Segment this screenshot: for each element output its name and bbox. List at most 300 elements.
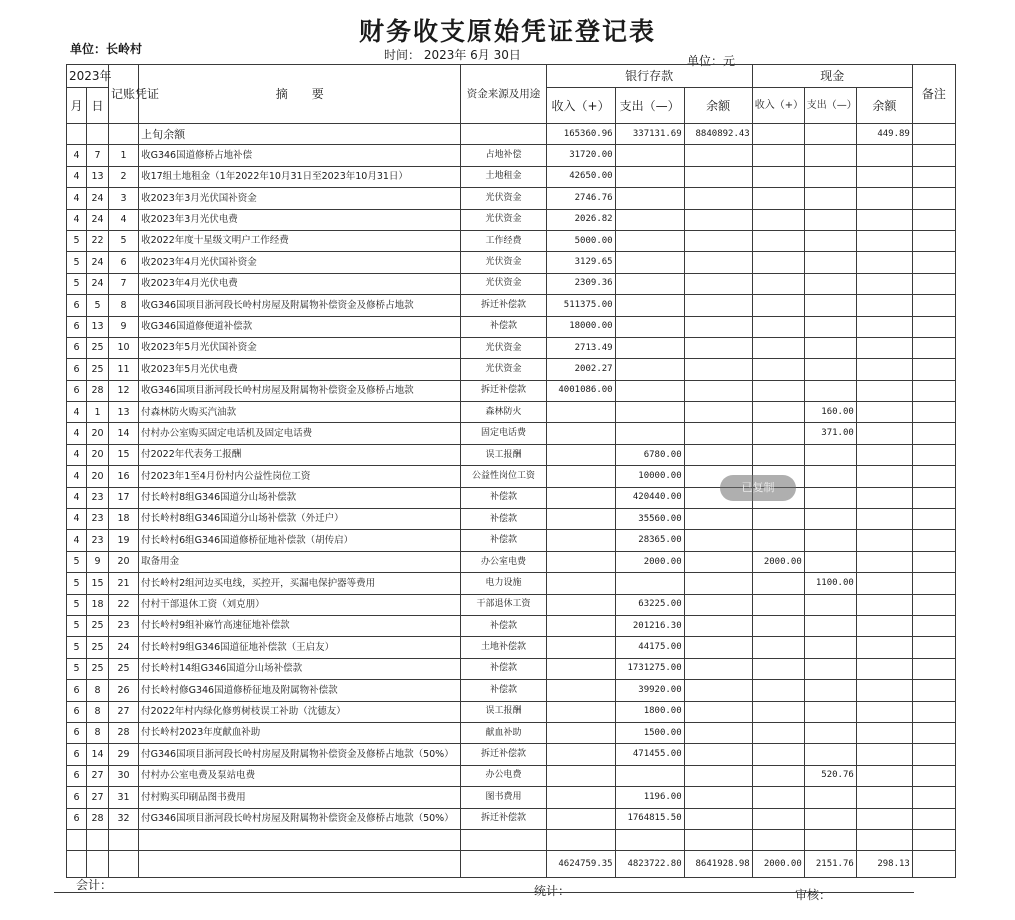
cell-summary: 收2023年4月光伏国补资金 [139,252,461,273]
cell-day: 28 [87,380,109,401]
cell-bank-income: 511375.00 [546,295,615,316]
cell-month: 6 [67,722,87,743]
cell-bank-expense: 10000.00 [615,466,684,487]
cell-fund-source: 公益性岗位工资 [461,466,546,487]
cell-month: 6 [67,744,87,765]
table-row [67,787,956,808]
cell-day: 25 [87,359,109,380]
cell-cash-balance [856,359,912,380]
cell-cash-balance [856,787,912,808]
cell-voucher-no: 1 [109,145,139,166]
cell-fund-source: 电力设施 [461,573,546,594]
cell-bank-income [546,765,615,786]
cell-month: 4 [67,209,87,230]
cell-voucher-no: 27 [109,701,139,722]
cell-bank-expense [615,209,684,230]
cell-day: 15 [87,573,109,594]
total-bank-income: 4624759.35 [546,851,615,878]
cell-fund-source: 补偿款 [461,530,546,551]
opening-bank-income: 165360.96 [546,124,615,145]
cell-bank-income [546,615,615,636]
cell-cash-expense [804,380,856,401]
cell-month: 4 [67,423,87,444]
cell-cash-income [752,295,804,316]
cell-fund-source: 拆迁补偿款 [461,808,546,829]
cell-day: 8 [87,701,109,722]
cell-cash-balance [856,594,912,615]
cell-bank-income [546,637,615,658]
cell-cash-income [752,380,804,401]
cell-cash-balance [856,487,912,508]
cell-cash-balance [856,252,912,273]
cell-fund-source: 光伏资金 [461,209,546,230]
cell-voucher-no: 8 [109,295,139,316]
cell-voucher-no: 17 [109,487,139,508]
table-row [67,380,956,401]
cell-month: 6 [67,337,87,358]
cell-cash-income [752,787,804,808]
cell-day: 24 [87,252,109,273]
cell-cash-balance [856,444,912,465]
cell-cash-income [752,337,804,358]
cell-remarks [912,402,955,423]
cell-summary: 付村办公室购买固定电话机及固定电话费 [139,423,461,444]
cell-summary: 收2022年度十星级文明户工作经费 [139,230,461,251]
cell-cash-income [752,722,804,743]
cell-summary: 付长岭村9组G346国道征地补偿款（王启友） [139,637,461,658]
cell-day: 23 [87,509,109,530]
cell-bank-expense: 201216.30 [615,615,684,636]
cell-remarks [912,337,955,358]
cell-day: 24 [87,209,109,230]
cell-fund-source: 献血补助 [461,722,546,743]
cell-empty [461,851,546,878]
cell-bank-income [546,594,615,615]
cell-month: 5 [67,273,87,294]
header-summary: 摘 要 [139,65,461,124]
cell-cash-expense [804,487,856,508]
table-row [67,808,956,829]
cell-bank-balance [684,680,752,701]
cell-voucher-no: 23 [109,615,139,636]
header-month: 月 [67,88,87,124]
cell-cash-balance [856,209,912,230]
cell-summary: 付村办公室电费及泵站电费 [139,765,461,786]
cell-cash-balance [856,423,912,444]
cell-summary: 付长岭村6组G346国道修桥征地补偿款（胡传启） [139,530,461,551]
cell-bank-balance [684,808,752,829]
cell-day: 24 [87,273,109,294]
header-voucher: 记账凭证 [109,65,139,124]
cell-cash-income [752,230,804,251]
cell-day: 27 [87,787,109,808]
cell-remarks [912,487,955,508]
cell-month: 6 [67,295,87,316]
cell-month: 5 [67,637,87,658]
cell-cash-income [752,808,804,829]
cell-summary: 收17组土地租金（1年2022年10月31日至2023年10月31日） [139,166,461,187]
cell-fund-source: 光伏资金 [461,337,546,358]
cell-bank-income [546,573,615,594]
cell-bank-expense [615,316,684,337]
cell-bank-expense: 28365.00 [615,530,684,551]
cell-remarks [912,423,955,444]
cell-remarks [912,188,955,209]
cell-day: 9 [87,551,109,572]
cell-bank-expense [615,145,684,166]
cell-bank-balance [684,744,752,765]
cell-day: 24 [87,188,109,209]
cell-empty [804,829,856,850]
cell-month: 6 [67,380,87,401]
cell-voucher-no: 18 [109,509,139,530]
cell-month: 6 [67,808,87,829]
cell-cash-balance [856,765,912,786]
cell-remarks [912,316,955,337]
cell-cash-balance [856,337,912,358]
cell-bank-income [546,744,615,765]
cell-month: 4 [67,145,87,166]
cell-remarks [912,380,955,401]
cell-cash-income [752,680,804,701]
cell-voucher-no: 31 [109,787,139,808]
cell-bank-income: 42650.00 [546,166,615,187]
cell-bank-expense [615,573,684,594]
cell-remarks [912,166,955,187]
cell-summary: 收2023年5月光伏电费 [139,359,461,380]
cell-summary: 付长岭村9组补麻竹高速征地补偿款 [139,615,461,636]
cell-cash-balance [856,273,912,294]
cell-empty [67,829,87,850]
table-row [67,295,956,316]
village-unit-label: 单位：长岭村 [70,42,143,56]
cell-bank-balance [684,337,752,358]
cell-day: 14 [87,744,109,765]
table-row [67,209,956,230]
cell-bank-balance [684,295,752,316]
cell-cash-income [752,252,804,273]
header-cash-expense: 支出（—） [804,88,856,124]
cell-bank-income: 2746.76 [546,188,615,209]
cell-bank-expense: 63225.00 [615,594,684,615]
cell-cash-balance [856,295,912,316]
cell-summary: 收2023年4月光伏电费 [139,273,461,294]
cell-cash-income [752,316,804,337]
cell-remarks [912,594,955,615]
cell-fund-source: 光伏资金 [461,188,546,209]
cell-cash-expense [804,615,856,636]
cell-bank-expense [615,423,684,444]
cell-cash-income [752,273,804,294]
cell-cash-expense: 520.76 [804,765,856,786]
cell-cash-income [752,594,804,615]
cell-bank-balance [684,166,752,187]
table-row [67,701,956,722]
cell-day: 5 [87,295,109,316]
cell-empty [856,829,912,850]
cell-summary: 付长岭村8组G346国道分山场补偿款（外迁户） [139,509,461,530]
cell-summary: 取备用金 [139,551,461,572]
cell-remarks [912,444,955,465]
cell-fund-source: 图书费用 [461,787,546,808]
cell-bank-income [546,509,615,530]
cell-cash-balance [856,680,912,701]
table-row [67,423,956,444]
cell-bank-balance [684,509,752,530]
cell-summary: 付G346国项目浙河段长岭村房屋及附属物补偿资金及修桥占地款（50%） [139,744,461,765]
cell-cash-income [752,423,804,444]
cell-bank-balance [684,573,752,594]
cell-voucher-no: 12 [109,380,139,401]
cell-cash-income [752,188,804,209]
cell-voucher-no: 15 [109,444,139,465]
cell-cash-expense [804,594,856,615]
cell-remarks [912,509,955,530]
cell-voucher-no: 29 [109,744,139,765]
header-year: 2023年 [67,65,109,88]
cell-fund-source: 光伏资金 [461,359,546,380]
cell-voucher-no: 19 [109,530,139,551]
cell-cash-expense [804,787,856,808]
cell-voucher-no: 20 [109,551,139,572]
table-row [67,637,956,658]
blank-row [67,829,956,850]
cell-empty [461,829,546,850]
cell-voucher-no: 25 [109,658,139,679]
cell-summary: 付长岭村14组G346国道分山场补偿款 [139,658,461,679]
cell-cash-balance [856,551,912,572]
cell-day: 8 [87,680,109,701]
table-row [67,615,956,636]
cell-bank-balance [684,188,752,209]
cell-summary: 收2023年5月光伏国补资金 [139,337,461,358]
cell-day: 1 [87,402,109,423]
cell-empty [109,829,139,850]
cell-bank-expense: 1196.00 [615,787,684,808]
cell-bank-income: 31720.00 [546,145,615,166]
cell-cash-balance [856,466,912,487]
cell-bank-balance [684,273,752,294]
cell-cash-balance [856,145,912,166]
cell-cash-expense [804,658,856,679]
cell-bank-income [546,551,615,572]
cell-fund-source: 补偿款 [461,487,546,508]
cell-bank-income [546,530,615,551]
cell-month: 4 [67,487,87,508]
opening-bank-balance: 8840892.43 [684,124,752,145]
cell-day: 8 [87,722,109,743]
cell-empty [546,829,615,850]
cell-voucher-no: 32 [109,808,139,829]
cell-day: 28 [87,808,109,829]
cell-cash-income [752,615,804,636]
total-bank-expense: 4823722.80 [615,851,684,878]
opening-bank-expense: 337131.69 [615,124,684,145]
cell-remarks [912,637,955,658]
header-cash-balance: 余额 [856,88,912,124]
table-row [67,337,956,358]
cell-cash-balance [856,658,912,679]
header-cash-income: 收入（+） [752,88,804,124]
cell-day: 20 [87,423,109,444]
cell-bank-balance [684,615,752,636]
cell-bank-balance [684,530,752,551]
cell-bank-expense: 44175.00 [615,637,684,658]
cell-month: 6 [67,680,87,701]
cell-cash-income [752,145,804,166]
cell-month: 5 [67,615,87,636]
cell-bank-expense: 1764815.50 [615,808,684,829]
cell-remarks [912,252,955,273]
footer-auditor: 审核： [795,888,832,902]
cell-empty [615,829,684,850]
cell-bank-balance [684,722,752,743]
cell-cash-expense [804,551,856,572]
cell-bank-balance [684,444,752,465]
cell-summary: 付长岭村修G346国道修桥征地及附属物补偿款 [139,680,461,701]
header-bank: 银行存款 [546,65,752,88]
cell-bank-income [546,658,615,679]
cell-bank-expense [615,359,684,380]
cell-voucher-no: 7 [109,273,139,294]
cell-summary: 付2023年1至4月份村内公益性岗位工资 [139,466,461,487]
total-bank-balance: 8641928.98 [684,851,752,878]
cell-voucher-no: 2 [109,166,139,187]
cell-bank-balance [684,380,752,401]
table-row [67,658,956,679]
currency-unit-label: 单位：元 [687,54,736,68]
cell-cash-balance [856,530,912,551]
cell-voucher-no: 4 [109,209,139,230]
cell-bank-expense [615,273,684,294]
cell-day: 23 [87,530,109,551]
ledger-table [66,64,956,878]
cell-bank-income: 2309.36 [546,273,615,294]
cell-bank-expense: 2000.00 [615,551,684,572]
cell-month: 4 [67,188,87,209]
copied-toast: 已复制 [720,475,796,501]
cell-month: 5 [67,594,87,615]
cell-fund-source: 拆迁补偿款 [461,380,546,401]
cell-bank-income [546,722,615,743]
cell-bank-expense: 471455.00 [615,744,684,765]
cell-day: 13 [87,316,109,337]
cell-bank-income: 2002.27 [546,359,615,380]
table-row [67,316,956,337]
cell-remarks [912,551,955,572]
cell-bank-expense: 1731275.00 [615,658,684,679]
cell-cash-income [752,444,804,465]
cell-bank-balance [684,594,752,615]
opening-cash-balance: 449.89 [856,124,912,145]
cell-month: 5 [67,230,87,251]
cell-day: 20 [87,444,109,465]
cell-cash-expense: 371.00 [804,423,856,444]
table-row [67,722,956,743]
cell-voucher-no: 10 [109,337,139,358]
header-day: 日 [87,88,109,124]
cell-bank-expense [615,402,684,423]
cell-day: 22 [87,230,109,251]
table-row [67,594,956,615]
cell-cash-expense [804,444,856,465]
cell-fund-source: 误工报酬 [461,701,546,722]
cell-cash-expense [804,230,856,251]
cell-cash-income [752,359,804,380]
cell-month: 6 [67,701,87,722]
cell-cash-balance [856,615,912,636]
cell-fund-source: 工作经费 [461,230,546,251]
cell-cash-income [752,744,804,765]
cell-month: 6 [67,765,87,786]
cell-bank-expense [615,380,684,401]
cell-bank-income [546,423,615,444]
cell-month: 6 [67,316,87,337]
cell-summary: 收G346国道修便道补偿款 [139,316,461,337]
cell-remarks [912,615,955,636]
cell-remarks [912,209,955,230]
cell-fund-source: 拆迁补偿款 [461,744,546,765]
table-row [67,680,956,701]
cell-voucher-no: 3 [109,188,139,209]
cell-month: 5 [67,551,87,572]
cell-bank-balance [684,316,752,337]
cell-remarks [912,573,955,594]
cell-cash-expense [804,701,856,722]
table-row [67,573,956,594]
cell-month: 5 [67,573,87,594]
cell-bank-balance [684,637,752,658]
table-row [67,145,956,166]
cell-month: 4 [67,509,87,530]
cell-summary: 付G346国项目浙河段长岭村房屋及附属物补偿资金及修桥占地款（50%） [139,808,461,829]
cell-summary: 付村干部退休工资（刘克朋） [139,594,461,615]
cell-bank-expense [615,230,684,251]
cell-bank-income [546,466,615,487]
cell-cash-balance [856,188,912,209]
cell-cash-expense [804,295,856,316]
cell-voucher-no: 11 [109,359,139,380]
cell-voucher-no: 26 [109,680,139,701]
cell-empty [752,829,804,850]
total-cash-balance: 298.13 [856,851,912,878]
cell-fund-source: 土地补偿款 [461,637,546,658]
table-row [67,444,956,465]
cell-day: 7 [87,145,109,166]
cell-month: 5 [67,252,87,273]
cell-day: 23 [87,487,109,508]
cell-remarks [912,765,955,786]
cell-month: 4 [67,402,87,423]
cell-remarks [912,787,955,808]
cell-cash-expense [804,744,856,765]
cell-bank-expense [615,765,684,786]
cell-cash-expense [804,252,856,273]
cell-empty [684,829,752,850]
cell-cash-balance [856,722,912,743]
cell-summary: 收G346国项目浙河段长岭村房屋及附属物补偿资金及修桥占地款 [139,380,461,401]
totals-row [67,851,956,878]
cell-empty [109,851,139,878]
cell-voucher-no: 21 [109,573,139,594]
cell-summary: 收2023年3月光伏国补资金 [139,188,461,209]
cell-bank-income [546,487,615,508]
cell-cash-expense [804,509,856,530]
cell-voucher-no: 14 [109,423,139,444]
cell-bank-balance [684,701,752,722]
cell-bank-expense: 35560.00 [615,509,684,530]
header-bank-expense: 支出（—） [615,88,684,124]
